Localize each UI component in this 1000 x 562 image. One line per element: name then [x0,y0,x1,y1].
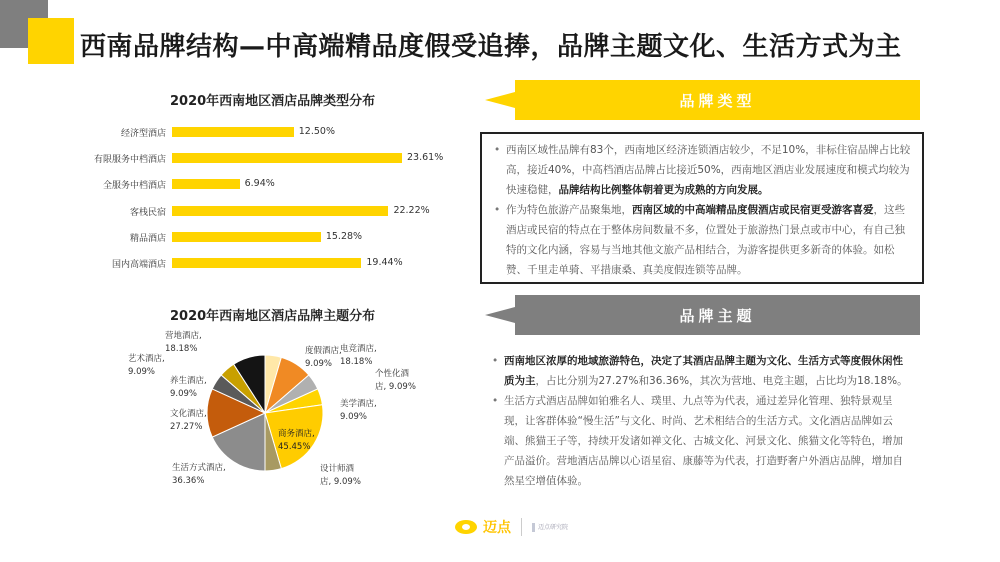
brand-type-point-1: • 西南区域性品牌有83个，西南地区经济连锁酒店较少，不足10%，非标住宿品牌占比较高，接近40%，中高档酒店品牌占比接近50%，西南地区酒店业发展速度和模式均较为快速稳健，品牌结构比例整体朝着更为成熟的方向发展。 [506,140,914,200]
bar-value-label: 15.28% [325,230,363,242]
logo-separator [521,518,522,536]
bar-chart-title: 2020年西南地区酒店品牌类型分布 [170,94,376,109]
pie-label-resort: 度假酒店, 9.09% [305,346,342,369]
bar-category-label: 客栈民宿 [129,207,166,218]
pie-label-camp: 营地酒店, 18.18% [165,331,202,354]
pie-chart-title: 2020年西南地区酒店品牌主题分布 [170,309,376,324]
page-title: 西南品牌结构—中高端精品度假受追捧，品牌主题文化、生活方式为主 [80,32,902,62]
footer-logo [455,517,568,537]
brand-type-heading: 品牌类型 [515,80,920,120]
pie-label-business: 商务酒店, 45.45% [278,429,315,452]
pie-label-culture: 文化酒店, 27.27% [170,409,207,432]
brand-theme-box [480,345,920,507]
pie-label-art: 艺术酒店, 9.09% [128,354,165,377]
brand-type-point-2: • 作为特色旅游产品聚集地，西南区域的中高端精品度假酒店或民宿更受游客喜爱，这些酒店或民宿的特点在于整体房间数量不多，位置处于旅游热门景点或市中心，有自己独特的文化内涵，容易与当地其他文旅产品相结合，为游客提供更多新奇的体验。如松赞、千里走单骑、平措康桑、真美度假连锁等品牌。 [506,200,914,280]
bar-category-label: 精品酒店 [129,233,166,244]
bar [172,179,240,189]
bar-value-label: 6.94% [244,178,275,190]
brand-theme-heading: 品牌主题 [515,295,920,335]
bar [172,258,361,268]
brand-theme-point-2: • 生活方式酒店品牌如铂雅名人、璞里、九点等为代表，通过差异化管理、独特景观呈现，让客群体验“慢生活”与文化、时尚、艺术相结合的生活方式。文化酒店品牌如云端、熊猫王子等，持续开发诸如禅文化、古城文化、河景文化、熊猫文化等特色，增加产品溢价。营地酒店品牌以心语星宿、康藤等为代表，打造野奢户外酒店品牌，增加自然星空增值体验。 [504,391,912,491]
bar-value-label: 23.61% [407,152,444,164]
pie-label-lifestyle: 生活方式酒店, 36.36% [172,463,226,486]
bar-category-label: 全服务中档酒店 [102,181,166,192]
logo-text: 迈点 [483,520,511,536]
brand-type-arrow [485,92,515,108]
bar-category-label: 国内高端酒店 [111,260,166,270]
bar-value-label: 19.44% [366,257,403,268]
pie-label-health: 养生酒店, 9.09% [170,376,207,399]
bar [172,127,294,137]
bar [172,153,402,163]
brand-theme-point-1: • 西南地区浓厚的地域旅游特色，决定了其酒店品牌主题为文化、生活方式等度假休闲性质为主，占比分别为27.27%和36.36%，其次为营地、电竞主题，占比均为18.18%。 [504,351,912,391]
pie-label-esports: 电竞酒店, 18.18% [340,344,377,367]
pie-label-personal: 个性化酒 店, 9.09% [375,369,416,392]
brand-theme-arrow [485,307,515,323]
pie-label-designer: 设计师酒 店, 9.09% [320,464,361,487]
bar-value-label: 12.50% [298,126,335,137]
brand-type-box [480,132,924,284]
research-institute-logo: 迈点研究院 [532,523,568,532]
corner-yellow-block [28,18,74,64]
bar-category-label: 经济型酒店 [120,129,166,139]
eye-logo-icon [455,520,477,534]
bar-category-label: 有限服务中档酒店 [93,155,166,166]
bar-value-label: 22.22% [393,204,430,216]
bar [172,232,321,242]
pie-label-aesthetic: 美学酒店, 9.09% [340,399,377,422]
bar [172,206,388,216]
